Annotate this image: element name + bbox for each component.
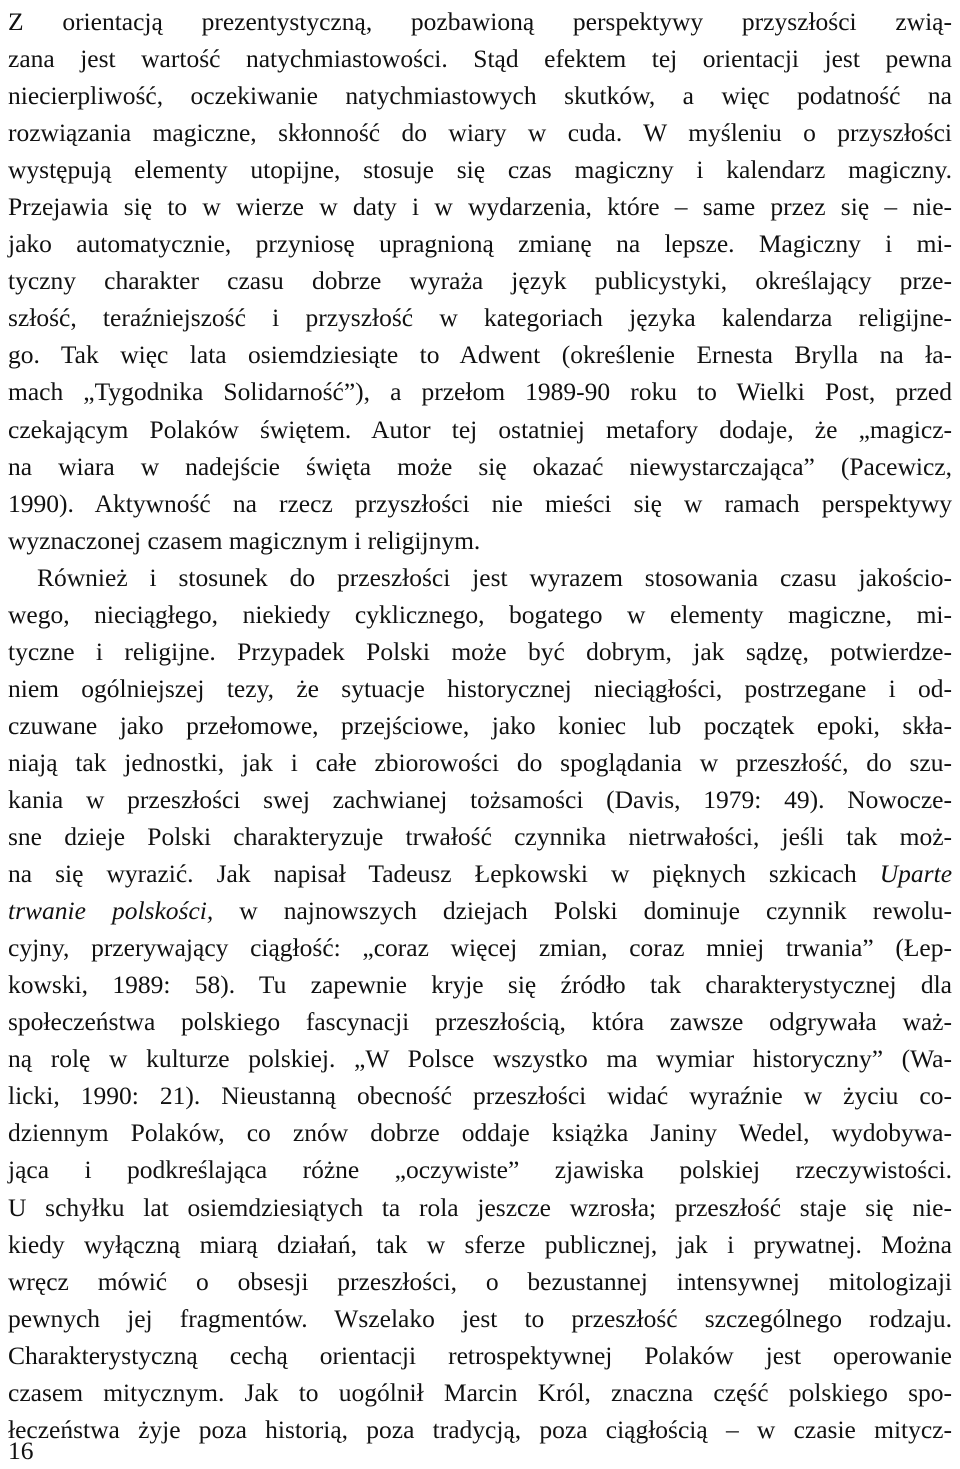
text-line: U schyłku lat osiemdziesiątych ta rola jeszcze wzrosła; przeszłość staje się nie-: [8, 1192, 952, 1222]
text-line: wręcz mówić o obsesji przeszłości, o bezustannej intensywnej mitologizaji: [8, 1266, 952, 1296]
body-text: [8, 3, 952, 1448]
text-line: wyznaczonej czasem magicznym i religijnym.: [8, 525, 481, 555]
text-line: zana jest wartość natychmiastowości. Stąd efektem tej orientacji jest pewna: [8, 44, 952, 74]
text-line: sne dzieje Polski charakteryzuje trwałość czynnika nietrwałości, jeśli tak moż-: [8, 822, 952, 852]
text-line: tyczne i religijne. Przypadek Polski może być dobrym, jak sądzę, potwierdze-: [8, 636, 952, 666]
text-line: [8, 892, 952, 929]
text-line: na wiara w nadejście święta może się okazać niewystarczająca” (Pacewicz,: [8, 451, 952, 481]
text-line: szłość, teraźniejszość i przyszłość w kategoriach języka kalendarza religijne-: [8, 303, 952, 333]
text-line: jąca i podkreślająca różne „oczywiste” zjawiska polskiej rzeczywistości.: [8, 1155, 952, 1185]
text-line: cyjny, przerywający ciągłość: „coraz więcej zmian, coraz mniej trwania” (Łep-: [8, 933, 952, 963]
text-line: mach „Tygodnika Solidarność”), a przełom 1989-90 roku to Wielki Post, przed: [8, 377, 952, 407]
text-line: ną rolę w kulturze polskiej. „W Polsce wszystko ma wymiar historyczny” (Wa-: [8, 1044, 952, 1074]
text-line: Charakterystyczną cechą orientacji retrospektywnej Polaków jest operowanie: [8, 1340, 952, 1370]
text-segment: w najnowszych dziejach Polski dominuje czynnik rewolu-: [213, 896, 953, 926]
text-line: pewnych jej fragmentów. Wszelako jest to przeszłość szczególnego rodzaju.: [8, 1303, 952, 1333]
text-line: społeczeństwa polskiego fascynacji przeszłością, która zawsze odgrywała waż-: [8, 1007, 952, 1037]
text-line: Również i stosunek do przeszłości jest wyrazem stosowania czasu jakościo-: [37, 562, 952, 592]
text-line: kiedy wyłączną miarą działań, tak w sferze publicznej, jak i prywatnej. Można: [8, 1229, 952, 1259]
text-line: go. Tak więc lata osiemdziesiąte to Adwent (określenie Ernesta Brylla na ła-: [8, 340, 952, 370]
text-line: Przejawia się to w wierze w daty i w wydarzenia, które – same przez się – nie-: [8, 192, 952, 222]
text-line: Z orientacją prezentystyczną, pozbawioną perspektywy przyszłości zwią-: [8, 7, 952, 36]
text-line: kania w przeszłości swej zachwianej tożsamości (Davis, 1979: 49). Nowocze-: [8, 784, 952, 814]
text-line: wego, nieciągłego, niekiedy cyklicznego, bogatego w elementy magiczne, mi-: [8, 599, 952, 629]
text-line: 1990). Aktywność na rzecz przyszłości nie mieści się w ramach perspektywy: [8, 488, 952, 518]
text-line: kowski, 1989: 58). Tu zapewnie kryje się źródło tak charakterystycznej dla: [8, 970, 952, 1000]
text-line: niem ogólniejszej tezy, że sytuacje historycznej nieciągłości, postrzegane i od-: [8, 673, 952, 703]
text-line: czekającym Polaków świętem. Autor tej ostatniej metafory dodaje, że „magicz-: [8, 414, 952, 444]
text-line: dziennym Polaków, co znów dobrze oddaje książka Janiny Wedel, wydobywa-: [8, 1118, 952, 1148]
text-line: niają tak jednostki, jak i całe zbiorowości do spoglądania w przeszłość, do szu-: [8, 747, 952, 777]
text-line: niecierpliwość, oczekiwanie natychmiastowych skutków, a więc podatność na: [8, 81, 952, 111]
text-line: czuwane jako przełomowe, przejściowe, jako koniec lub początek epoki, skła-: [8, 710, 952, 740]
text-line: jako automatycznie, przyniosę upragnioną zmianę na lepsze. Magiczny i mi-: [8, 229, 952, 259]
text-line: czasem mitycznym. Jak to uogólnił Marcin Król, znaczna część polskiego spo-: [8, 1377, 952, 1407]
page-number: 16: [8, 1436, 34, 1465]
book-title-italic: trwanie polskości,: [8, 896, 214, 926]
text-segment: na się wyrazić. Jak napisał Tadeusz Łepkowski w pięknych szkicach: [8, 859, 857, 889]
text-line: występują elementy utopijne, stosuje się czas magiczny i kalendarz magiczny.: [8, 155, 952, 185]
text-line: rozwiązania magiczne, skłonność do wiary w cuda. W myśleniu o przyszłości: [8, 118, 952, 148]
book-title-italic: Uparte: [879, 859, 953, 889]
text-line: [8, 855, 952, 892]
text-line: łeczeństwa żyje poza historią, poza tradycją, poza ciągłością – w czasie mitycz-: [8, 1414, 952, 1444]
text-line: licki, 1990: 21). Nieustanną obecność przeszłości widać wyraźnie w życiu co-: [8, 1081, 952, 1111]
text-line: tyczny charakter czasu dobrze wyraża język publicystyki, określający prze-: [8, 266, 952, 296]
